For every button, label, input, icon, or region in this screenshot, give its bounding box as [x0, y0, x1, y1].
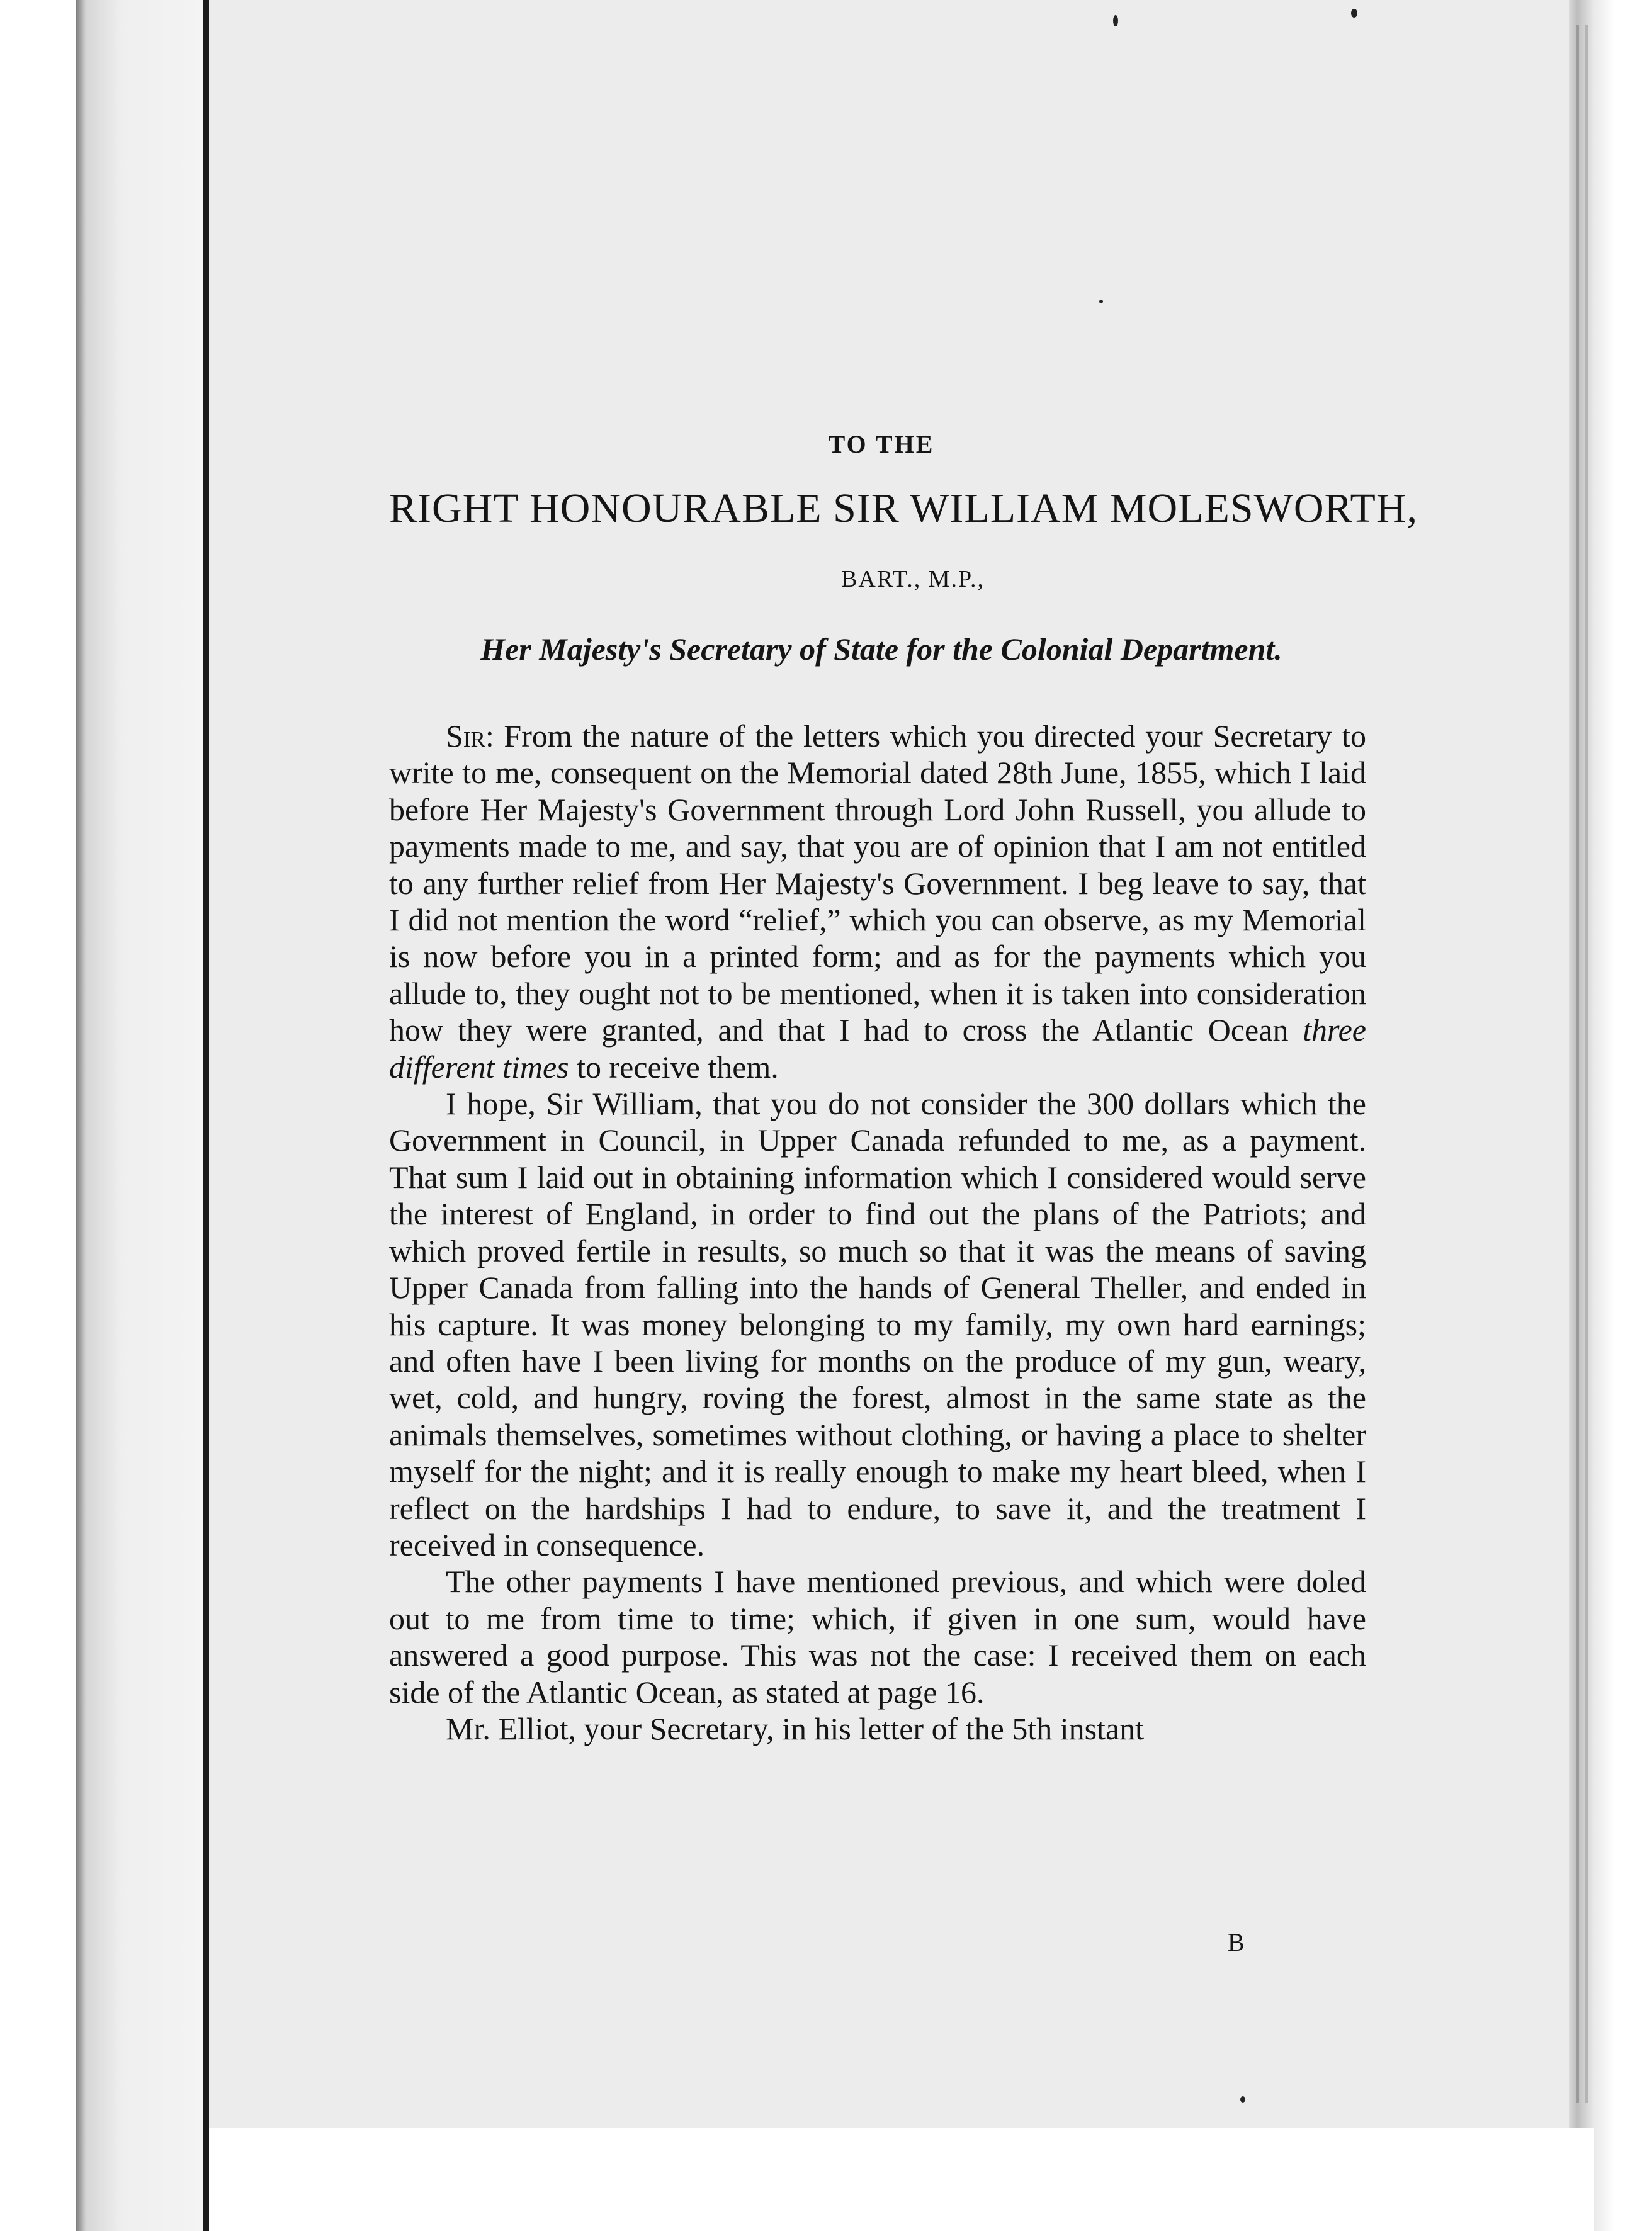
scan-speck	[1240, 2096, 1245, 2103]
scan-margin-left	[0, 0, 76, 2231]
heading-to-the: TO THE	[828, 430, 935, 458]
scan-speck	[1351, 9, 1357, 18]
paragraph-2: I hope, Sir William, that you do not consider the 300 dollars which the Government in Council, in Upper Canada refunded to me, as a payment. That sum I laid out in obtaining information which I considered would serve the interest of England, in order to find out the plans of the Patriots; and which proved fertile in results, so much so that it was the means of saving Upper Canada from falling into the hands of General Theller, and ended in his capture. It was money belonging to my family, my own hard earnings; and often have I been living for months on the produce of my gun, weary, wet, cold, and hungry, roving the forest, almost in the same state as the animals themselves, sometimes without clothing, or having a place to shelter myself for the night; and it is really enough to make my heart bleed, when I reflect on the hardships I had to endure, to save it, and the treatment I received in consequence.	[389, 1086, 1366, 1562]
page-bottom-margin	[209, 2128, 1594, 2231]
signature-mark: B	[1228, 1928, 1245, 1957]
scan-speck	[1113, 15, 1118, 26]
page-edge	[1569, 0, 1652, 2231]
paragraph-1	[389, 718, 1366, 1085]
salutation: Sir	[446, 718, 485, 754]
letter-body	[389, 718, 1366, 1747]
paragraph-4: Mr. Elliot, your Secretary, in his letter of the 5th instant	[446, 1710, 1145, 1746]
page-edge-line	[1576, 25, 1579, 2103]
heading-honours: BART., M.P.,	[841, 566, 985, 592]
page-edge-line	[1585, 25, 1588, 2103]
heading-addressee: RIGHT HONOURABLE SIR WILLIAM MOLESWORTH,	[389, 485, 1418, 531]
book-spine	[203, 0, 209, 2231]
paragraph-1-end: to receive them.	[577, 1049, 779, 1085]
scan-speck	[1099, 300, 1103, 303]
paragraph-1-emphasis: three different times	[389, 1012, 1367, 1085]
book-gutter	[76, 0, 208, 2231]
paragraph-1-text: : From the nature of the letters which you directed your Secretary to write to me, consequent on the Memorial dated 28th June, 1855, which I laid before Her Majesty's Government through Lord John Russell, you allude to payments made to me, and say, that you are of opinion that I am not entitled to any further relief from Her Majesty's Government. I beg leave to say, that I did not mention the word “relief,” which you can observe, as my Memorial is now before you in a printed form; and as for the payments which you allude to, they ought not to be mentioned, when it is taken into consideration how they were granted, and that I had to cross the Atlantic Ocean	[389, 718, 1366, 1048]
paragraph-3: The other payments I have mentioned previous, and which were doled out to me from time to time; which, if given in one sum, would have answered a good purpose. This was not the case: I received them on each side of the Atlantic Ocean, as stated at page 16.	[389, 1564, 1366, 1710]
heading-office: Her Majesty's Secretary of State for the Colonial Department.	[480, 631, 1282, 667]
